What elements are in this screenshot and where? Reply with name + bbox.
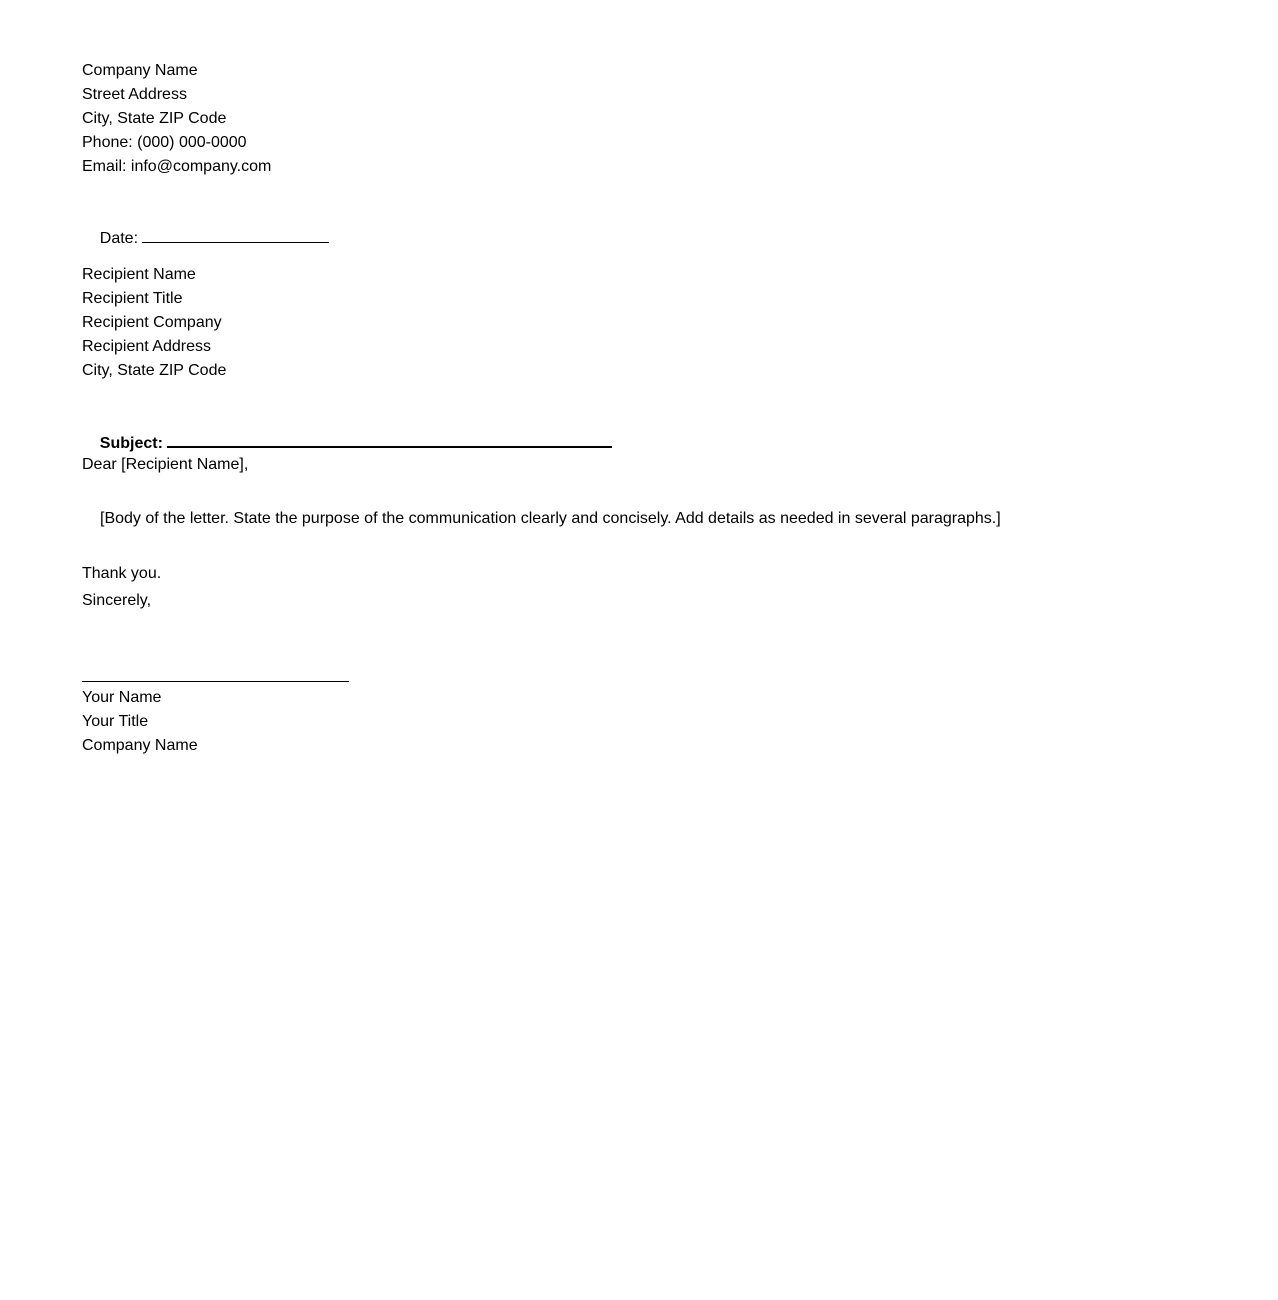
signature-block [82,688,1182,760]
sender-email: Email: info@company.com [82,158,272,175]
sender-phone: Phone: (000) 000-0000 [82,134,247,151]
sender-block [82,61,1182,181]
recipient-title: Recipient Title [82,290,183,307]
signature-company: Company Name [82,737,198,754]
recipient-city-state-zip: City, State ZIP Code [82,362,227,379]
subject-label: Subject: [99,435,163,452]
recipient-block [82,265,1182,385]
signature-line[interactable] [82,681,349,682]
sender-company-name: Company Name [82,62,198,79]
letter-page [82,61,1182,760]
recipient-name: Recipient Name [82,266,196,283]
signature-name: Your Name [82,689,162,706]
recipient-company: Recipient Company [82,314,222,331]
subject-blank-field[interactable] [167,432,612,448]
sender-street-address: Street Address [82,86,187,103]
signature-title: Your Title [82,713,149,730]
letter-body: [Body of the letter. State the purpose of the communication clearly and concisely. Add details as needed in several paragraphs.] [100,510,1001,527]
date-label: Date: [99,230,139,247]
closing-thanks: Thank you. [82,565,162,582]
sender-city-state-zip: City, State ZIP Code [82,110,227,127]
date-row [82,208,1182,247]
salutation: Dear [Recipient Name], [82,456,249,473]
recipient-address: Recipient Address [82,338,211,355]
date-blank-field[interactable] [142,228,329,243]
subject-row [82,412,1182,452]
closing-sign-off: Sincerely, [82,592,152,609]
